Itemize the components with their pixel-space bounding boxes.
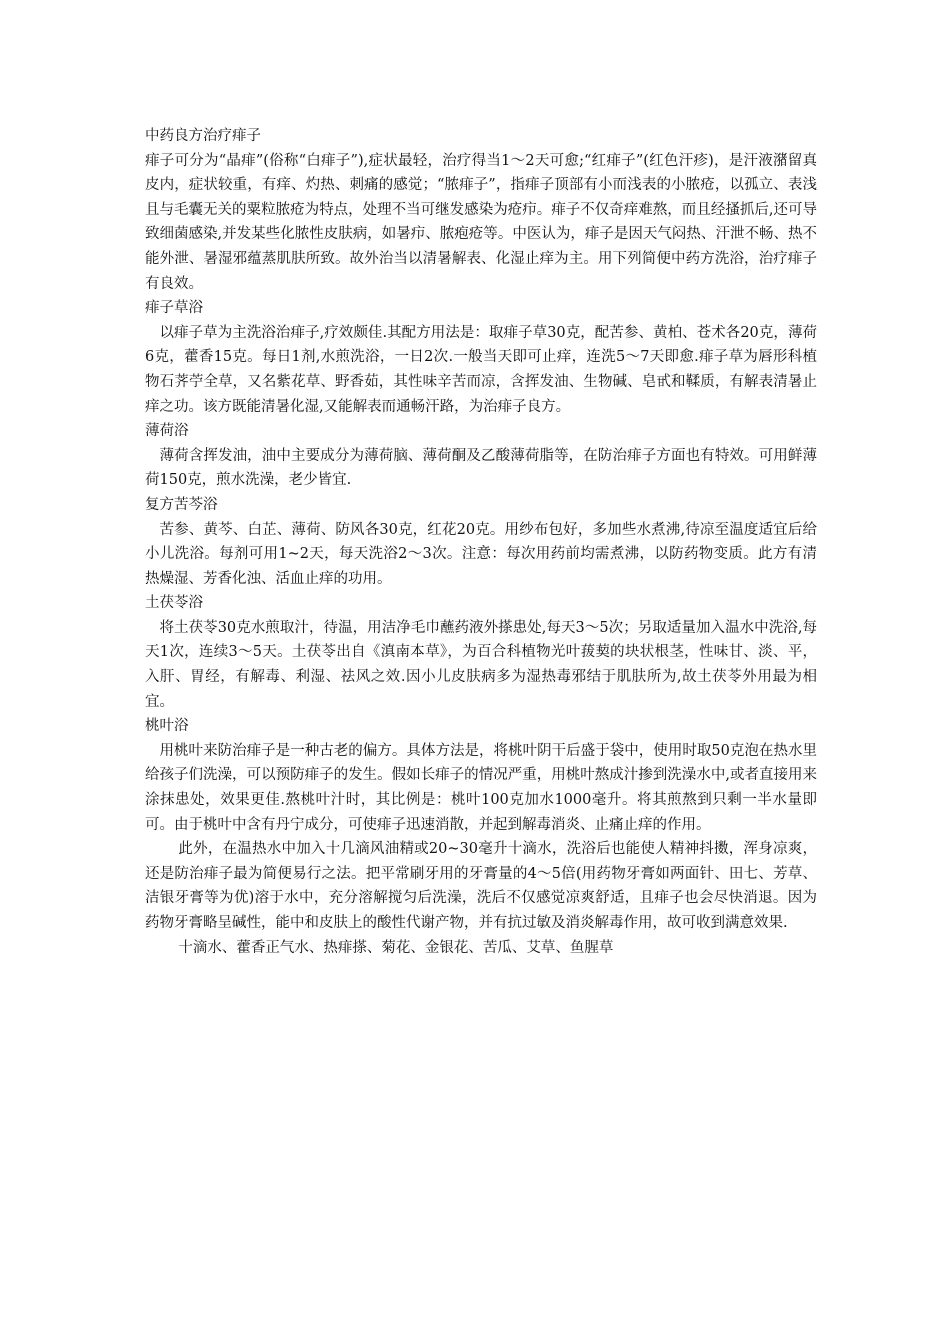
section-paragraph: 薄荷含挥发油，油中主要成分为薄荷脑、薄荷酮及乙酸薄荷脂等，在防治痱子方面也有特效。可用鲜薄荷150克，煎水洗澡，老少皆宜. <box>145 447 817 489</box>
section-paragraph: 苦参、黄芩、白芷、薄荷、防风各30克，红花20克。用纱布包好，多加些水煮沸,待凉至温度适宜后给小儿洗浴。每剂可用1~2天，每天洗浴2～3次。注意：每次用药前均需煮沸，以防药物变质。此方有清热燥湿、芳香化浊、活血止痒的功用。 <box>145 521 817 587</box>
section-paragraph: 以痱子草为主洗浴治痱子,疗效颇佳.其配方用法是：取痱子草30克，配苦参、黄柏、苍术各20克，薄荷6克，藿香15克。每日1剂,水煎洗浴，一日2次.一般当天即可止痒，连洗5～7天即愈.痱子草为唇形科植物石荠苧全草，又名紫花草、野香茹，其性味辛苦而凉，含挥发油、生物碱、皂甙和鞣质，有解表清暑止痒之功。该方既能清暑化湿,又能解表而通畅汗路，为治痱子良方。 <box>145 324 817 415</box>
document-title: 中药良方治疗痱子 <box>145 128 261 144</box>
section-heading: 复方苦芩浴 <box>145 496 218 513</box>
section-heading: 薄荷浴 <box>145 423 189 440</box>
section-heading: 桃叶浴 <box>145 718 189 735</box>
extra-paragraph: 此外，在温热水中加入十几滴风油精或20~30毫升十滴水，洗浴后也能使人精神抖擞，浑身凉爽，还是防治痱子最为简便易行之法。把平常刷牙用的牙膏量的4～5倍(用药物牙膏如两面针、田七、芳草、洁银牙膏等为优)溶于水中，充分溶解搅匀后洗澡，洗后不仅感觉凉爽舒适，且痱子也会尽快消退。因为药物牙膏略呈碱性，能中和皮肤上的酸性代谢产物，并有抗过敏及消炎解毒作用，故可收到满意效果. <box>145 841 817 931</box>
section-heading: 痱子草浴 <box>145 300 203 317</box>
intro-paragraph: 痱子可分为“晶痱”(俗称“白痱子”),症状最轻，治疗得当1～2天可愈;“红痱子”(红色汗疹)，是汗液潴留真皮内，症状较重，有痒、灼热、刺痛的感觉；“脓痱子”，指痱子顶部有小而浅表的小脓疮，以孤立、表浅且与毛囊无关的粟粒脓疮为特点，处理不当可继发感染为疮疖。痱子不仅奇痒难熬，而且经搔抓后,还可导致细菌感染,并发某些化脓性皮肤病，如暑疖、脓疱疮等。中医认为，痱子是因天气闷热、汗泄不畅、热不能外泄、暑湿邪蕴蒸肌肤所致。故外治当以清暑解表、化湿止痒为主。用下列简便中药方洗浴，治疗痱子有良效。 <box>145 152 817 292</box>
section-heading: 土茯苓浴 <box>145 595 203 612</box>
document-body <box>145 124 817 960</box>
section-paragraph: 用桃叶来防治痱子是一种古老的偏方。具体方法是，将桃叶阴干后盛于袋中，使用时取50克泡在热水里给孩子们洗澡，可以预防痱子的发生。假如长痱子的情况严重，用桃叶熬成汁掺到洗澡水中,或者直接用来涂抹患处，效果更佳.熬桃叶汁时，其比例是：桃叶100克加水1000毫升。将其煎熬到只剩一半水量即可。由于桃叶中含有丹宁成分，可使痱子迅速消散，并起到解毒消炎、止痛止痒的作用。 <box>145 742 817 833</box>
section-paragraph: 将土茯苓30克水煎取汁，待温，用洁净毛巾蘸药液外搽患处,每天3～5次；另取适量加入温水中洗浴,每天1次，连续3～5天。土茯苓出自《滇南本草》，为百合科植物光叶菝葜的块状根茎，性味甘、淡、平，入肝、胃经，有解毒、利湿、祛风之效.因小儿皮肤病多为湿热毒邪结于肌肤所为,故土茯苓外用最为相宜。 <box>145 619 817 710</box>
keywords-line: 十滴水、藿香正气水、热痱搽、菊花、金银花、苦瓜、艾草、鱼腥草 <box>178 939 614 956</box>
